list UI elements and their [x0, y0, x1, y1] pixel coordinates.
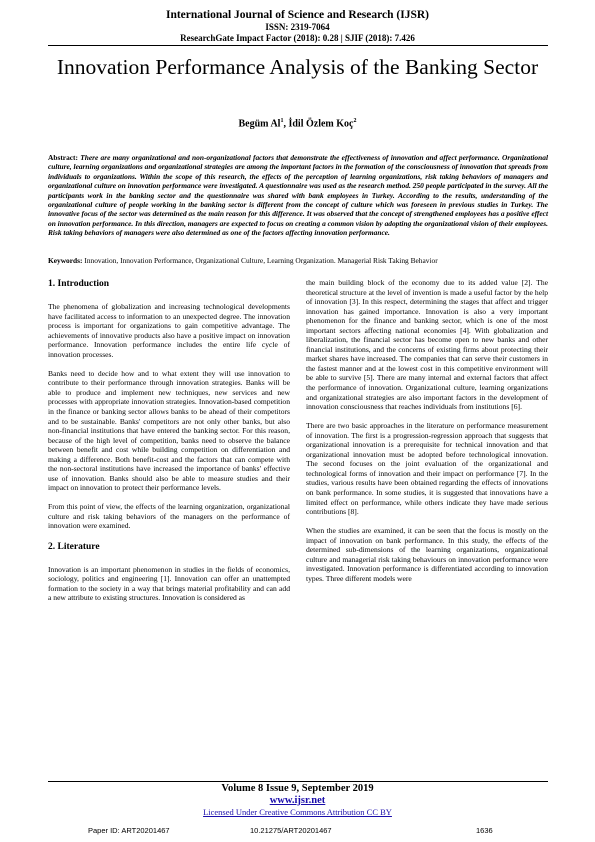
doi: 10.21275/ART20201467	[250, 826, 332, 835]
author-line	[0, 118, 595, 129]
volume-issue: Volume 8 Issue 9, September 2019	[221, 783, 374, 794]
paragraph: When the studies are examined, it can be seen that the focus is mostly on the impact of innovation on bank performance. In this study, the effects of the determined sub-dimensions of the learning organizations, organizational culture and managerial risk taking behaviours on innovation performance were investigated. Innovation performance is differentiated according to innovation types. Three different models were	[306, 526, 548, 583]
journal-name: International Journal of Science and Research (IJSR)	[165, 9, 429, 21]
right-column	[306, 278, 548, 593]
author-1-affiliation: 1	[280, 118, 284, 124]
paper-id: Paper ID: ART20201467	[88, 826, 170, 835]
header-divider	[48, 45, 548, 46]
paragraph: the main building block of the economy due to its added value [2]. The theoretical structure at the level of invention is made a useful factor by the help of innovation [3]. In this respect, determining the stages that affect and trigger innovation has gained importance. Innovation is also a very important phenomenon for the finance and banking sector, which is one of the most important sectors affecting national economies [4]. With globalization and liberalization, the financial sector has become open to new banks and other financial institutions, and the concerns of existing firms about protecting their market shares have increased. The companies that can serve their customers in the fastest manner and at the lowest cost in this competitive environment will be able to survive [5]. There are many internal and external factors that affect the performance of innovation. Organizational culture, learning organizations and organizational strategies are also important factors in the development of innovation consciousness that reaches individuals from institutions [6].	[306, 278, 548, 412]
paragraph: The phenomena of globalization and increasing technological developments have facilitated access to information to an unexpected degree. The innovation process is important for organizations to gain competitive advantage. The achievements of innovative products also have a positive impact on innovation performance. Innovation performance includes the entire life cycle of innovation processes.	[48, 302, 290, 359]
issn: ISSN: 2319-7064	[265, 22, 330, 32]
keywords-label: Keywords:	[48, 256, 83, 265]
paragraph: There are two basic approaches in the literature on performance measurement of innovation. The first is a progression-regression approach that suggests that organizational innovation is a prerequisite for technical innovation and that organizational innovation must be adopted before technological innovation. The second focuses on the joint evaluation of the organizational and technological forms of innovation and their impact on performance [7]. In the studies, various results have been obtained regarding the effects of innovations on bank performance. In some studies, it is suggested that innovations have a limited effect on performance, while others indicate they have made serious contributions [8].	[306, 421, 548, 517]
impact-factor: ResearchGate Impact Factor (2018): 0.28 | SJIF (2018): 7.426	[180, 33, 415, 43]
section-heading-introduction: 1. Introduction	[48, 279, 110, 289]
journal-footer	[0, 783, 595, 818]
page-number: 1636	[476, 826, 493, 835]
author-separator: ,	[283, 118, 289, 130]
abstract-text: There are many organizational and non-organizational factors that demonstrate the effectiveness of innovation and affect performance. Organizational culture, learning organizations and organizational strategies are among the important factors in the formation of the consciousness of innovation that spreads from individuals to organizations. Within the scope of this research, the effects of the perception of learning organizations, risk taking behaviors of managers and organizational culture on innovation performance were investigated. A questionnaire was used as the research method. 250 people participated in the survey. All the participants work in the banking sector and the questionnaire was shared with bank employees in Turkey. According to the results, understanding of the organizational culture of people working in the banking sector is different from the concept of culture which was foreseen in previous studies in Turkey. The innovative focus of the sector was determined as the main reason for this difference. It was observed that the concept of strengthened employees has a positive effect on innovation performance. In this direction, managers are expected to focus on creating a common vision by adopting the organizational vision of their employees. Risk taking behaviors of managers were also determined as one of the factors affecting innovation performance.	[48, 153, 548, 238]
keywords	[48, 256, 548, 265]
section-heading-literature: 2. Literature	[48, 541, 100, 552]
abstract-label: Abstract:	[48, 153, 78, 162]
author-2-affiliation: 2	[353, 118, 357, 124]
journal-website-link[interactable]: www.ijsr.net	[269, 795, 326, 806]
author-1: Begüm Al	[238, 118, 281, 130]
abstract	[48, 153, 548, 238]
paper-title: Innovation Performance Analysis of the Banking Sector	[56, 55, 539, 79]
left-column	[48, 278, 290, 612]
keywords-text: Innovation, Innovation Performance, Organizational Culture, Learning Organization. Managerial Risk Taking Behavior	[84, 256, 438, 265]
paragraph: Banks need to decide how and to what extent they will use innovation to contribute to their performance through innovation strategies. Banks will be able to produce and implement new techniques, new services and new processes with appropriate innovation strategies. Innovation-based competition in the finance or banking sector allows banks to be ahead of their competitors and to be sustainable. Banks' competitors are not only other banks, but also non-financial institutions that have entered the banking sector. For this reason, because of the high level of competition, banks need to observe the balance between benefit and cost while building competition on differentiation and making a difference. Both benefit-cost and the factors that can compete with the non-sectoral institutions have increased the importance of banks' effective use of innovation. Banks should also be able to measure studies and their impact on innovation to protect their performance levels.	[48, 368, 290, 493]
journal-header	[0, 8, 595, 44]
paragraph: From this point of view, the effects of the learning organization, organizational culture and risk taking behaviors of the managers on the performance of innovation were examined.	[48, 502, 290, 531]
paragraph: Innovation is an important phenomenon in studies in the fields of economics, sociology, politics and engineering [1]. Innovation can offer an unattempted formation to the society in a way that brings material profitability and can add a new attribute to existing structures. Innovation is considered as	[48, 564, 290, 603]
footer-divider	[48, 781, 548, 782]
license-link[interactable]: Licensed Under Creative Commons Attribution CC BY	[203, 807, 392, 817]
author-2: İdil Özlem Koç	[288, 118, 354, 130]
